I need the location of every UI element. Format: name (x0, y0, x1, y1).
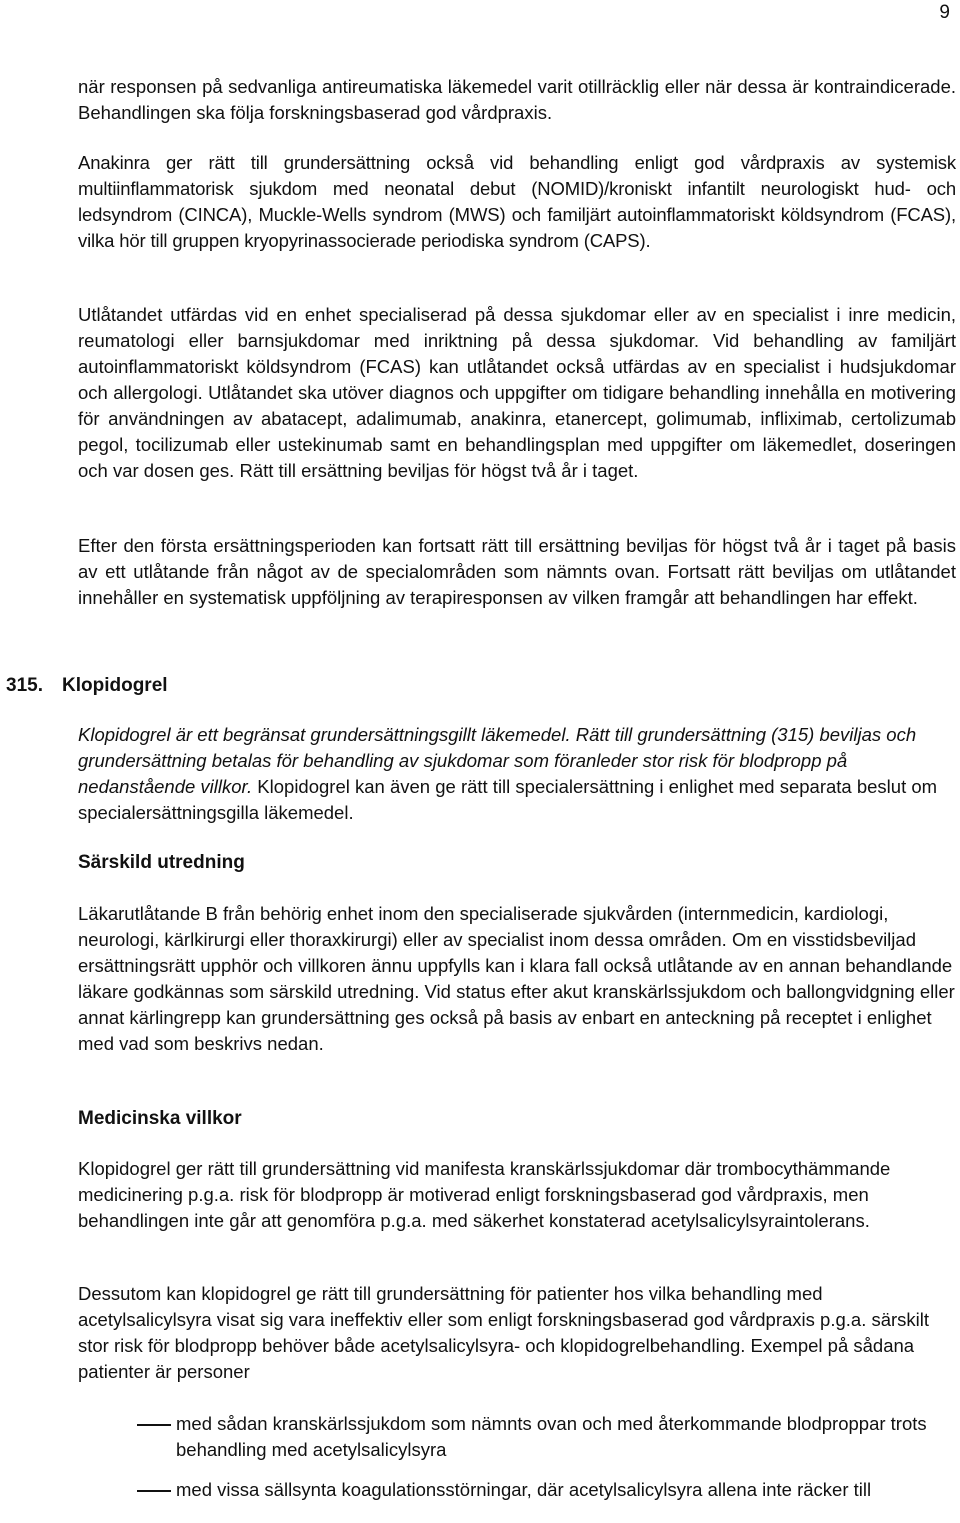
intro-paragraph: när responsen på sedvanliga antireumatiska läkemedel varit otillräcklig eller när dessa är kontraindicerade. Behandlingen ska följa forskningsbaserad god vårdpraxis. (78, 76, 956, 123)
section-intro (78, 722, 948, 826)
patient-examples-list (80, 1411, 940, 1517)
list-item-text: med sådan kranskärlssjukdom som nämnts ovan och med återkommande blodproppar trots behandling med acetylsalicylsyra (176, 1413, 927, 1460)
medical-conditions-text-1: Klopidogrel ger rätt till grundersättning vid manifesta kranskärlssjukdomar där trombocythämmande medicinering p.g.a. risk för blodpropp är motiverad enligt forskningsbaserad god vårdpraxis, men behandlingen inte går att genomföra p.g.a. med säkerhet konstaterad acetylsalicylsyraintolerans. (78, 1158, 891, 1231)
section-number: 315. (6, 675, 43, 696)
medical-conditions-heading: Medicinska villkor (78, 1108, 242, 1129)
dash-bullet-icon (137, 1424, 171, 1426)
list-item (80, 1477, 940, 1503)
statement-paragraph: Utlåtandet utfärdas vid en enhet specialiserad på dessa sjukdomar eller av en specialist i inre medicin, reumatologi eller barnsjukdomar med inriktning på dessa sjukdomar. Vid behandling av familjärt autoinflammatoriskt köldsyndrom (FCAS) kan utlåtandet också utfärdas av en specialist i hudsjukdomar och allergologi. Utlåtandet ska utöver diagnos och uppgifter om tidigare behandling innehålla en motivering för användningen av abatacept, adalimumab, anakinra, etanercept, golimumab, infliximab, certolizumab pegol, tocilizumab eller ustekinumab samt en behandlingsplan med uppgifter om läkemedlet, doseringen och var dosen ges. Rätt till ersättning beviljas för högst två år i taget. (78, 304, 956, 481)
special-investigation-heading: Särskild utredning (78, 852, 245, 873)
anakinra-paragraph: Anakinra ger rätt till grundersättning också vid behandling enligt god vårdpraxis av systemisk multiinflammatorisk sjukdom med neonatal debut (NOMID)/kroniskt infantilt neurologiskt hud- och ledsyndrom (CINCA), Muckle-Wells syndrom (MWS) och familjärt autoinflammatoriskt köldsyndrom (FCAS), vilka hör till gruppen kryopyrinassocierade periodiska syndrom (CAPS). (78, 152, 956, 251)
section-intro-normal: Klopidogrel kan även ge rätt till specialersättning i enlighet med separata beslut om specialersättningsgilla läkemedel. (78, 776, 938, 823)
section-intro-italic: Klopidogrel är ett begränsat grundersättningsgillt läkemedel. Rätt till grundersättning (315) beviljas och grundersättning betalas för behandling av sjukdomar som föranleder stor risk för blodpropp på nedanstående villkor. (78, 724, 917, 797)
dash-bullet-icon (137, 1490, 171, 1492)
medical-conditions-text-2: Dessutom kan klopidogrel ge rätt till grundersättning för patienter hos vilka behandling med acetylsalicylsyra visat sig vara ineffektiv eller som enligt forskningsbaserad god vårdpraxis p.g.a. särskilt stor risk för blodpropp behöver både acetylsalicylsyra- och klopidogrelbehandling. Exempel på sådana patienter är personer (78, 1283, 930, 1382)
section-title: Klopidogrel (62, 675, 168, 696)
page-number: 9 (939, 2, 950, 23)
list-item-text: med vissa sällsynta koagulationsstörningar, där acetylsalicylsyra allena inte räcker till (176, 1479, 872, 1500)
section-heading (6, 673, 168, 699)
special-investigation-text: Läkarutlåtande B från behörig enhet inom den specialiserade sjukvården (internmedicin, kardiologi, neurologi, kärlkirurgi eller thoraxkirurgi) eller av specialist inom dessa områden. Om en visstidsbeviljad ersättningsrätt upphör och villkoren ännu uppfylls kan i klara fall också utlåtande av en annan behandlande läkare godkännas som särskild utredning. Vid status efter akut kranskärlssjukdom och ballongvidgning eller annat kärlingrepp kan grundersättning ges också på basis av enbart en anteckning på receptet i enlighet med vad som beskrivs nedan. (78, 903, 955, 1054)
continuation-paragraph: Efter den första ersättningsperioden kan fortsatt rätt till ersättning beviljas för högst två år i taget på basis av ett utlåtande från något av de specialområden som nämnts ovan. Fortsatt rätt beviljas om utlåtandet innehåller en systematisk uppföljning av terapiresponsen av vilken framgår att behandlingen har effekt. (78, 535, 956, 608)
list-item (80, 1411, 940, 1463)
